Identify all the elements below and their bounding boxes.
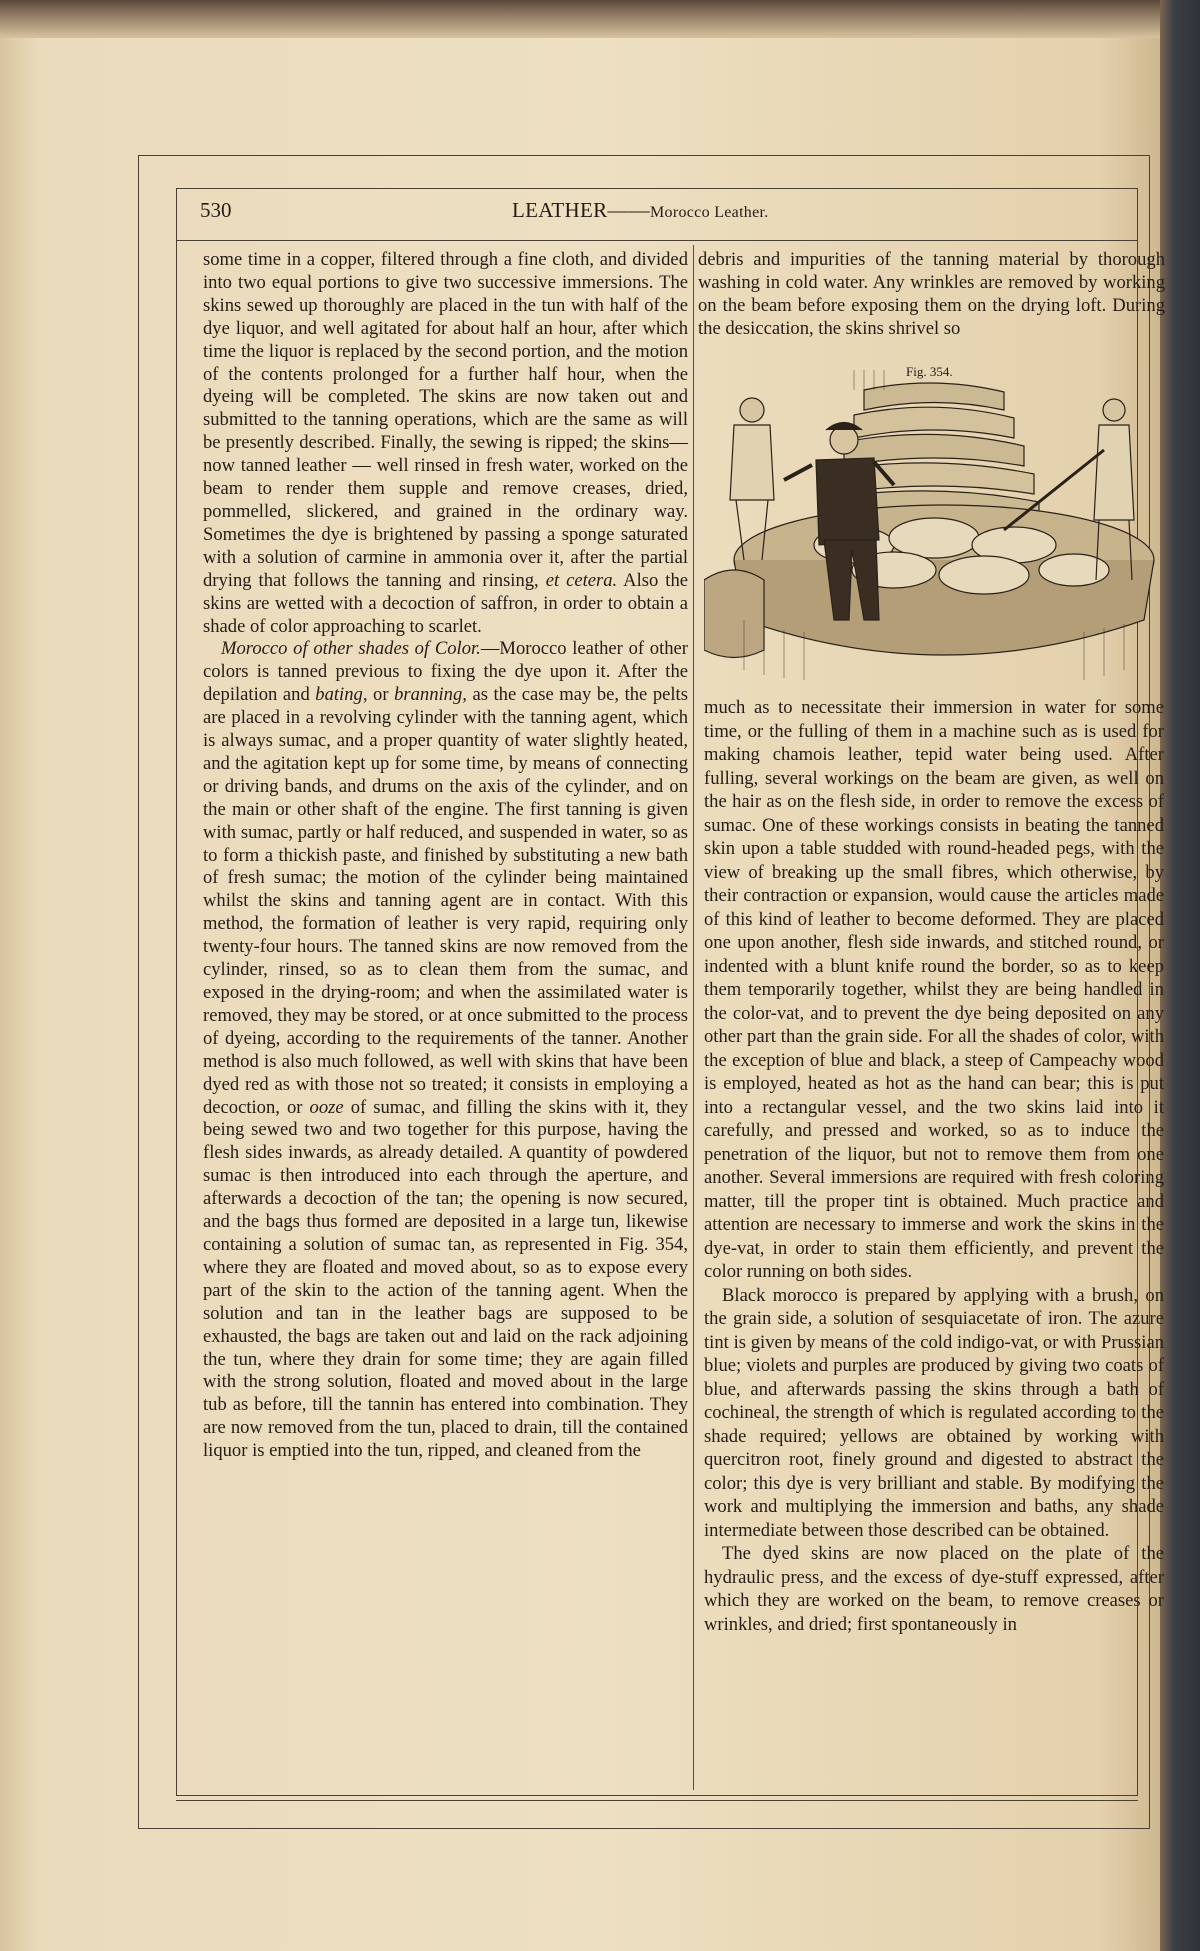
- running-title: [512, 198, 769, 223]
- paragraph: Morocco of other shades of Color.—Morocco leather of other colors is tanned previous to fixing the dye upon it. After the depilation and bating, or branning, as the case may be, the pelts are placed in a revolving cylinder with the tanning agent, which is always sumac, and a proper quantity of water slightly heated, and the agitation kept up for some time, by means of connecting or driving bands, and drums on the axis of the cylinder, and on the main or other shaft of the engine. The first tanning is given with sumac, partly or half reduced, and suspended in water, so as to form a thickish paste, and finished by substituting a new bath of fresh sumac; the motion of the cylinder being maintained whilst the skins and tanning agent are in contact. With this method, the formation of leather is very rapid, requiring only twenty-four hours. The tanned skins are now removed from the cylinder, rinsed, so as to clean them from the sumac, and exposed in the drying-room; and when the assimilated water is removed, they may be stored, or at once submitted to the process of dyeing, according to the requirements of the tanner. Another method is also much followed, as well with skins that have been dyed red as with those not so treated; it consists in employing a decoction, or ooze of sumac, and filling the skins with it, they being sewed two and two together for this purpose, having the flesh sides inwards, as already detailed. A quantity of powdered sumac is then introduced into each through the aperture, and afterwards a decoction of the tan; the opening is now secured, and the bags thus formed are deposited in a large tun, likewise containing a solution of sumac tan, as represented in Fig. 354, where they are floated and moved about, so as to expose every part of the skin to the action of the tanning agent. When the solution and tan in the leather bags are supposed to be exhausted, the bags are taken out and laid on the rack adjoining the tun, where they drain for some time; they are again filled with the strong solution, floated and moved about in the large tub as before, till the tannin has entered into combination. They are now removed from the tun, placed to drain, till the contained liquor is emptied into the tun, ripped, and cleaned from the: [203, 638, 688, 1462]
- section-heading: Morocco of other shades of Color.: [221, 638, 481, 660]
- paragraph: some time in a copper, filtered through a fine cloth, and divided into two equal portions to give two successive immersions. The skins sewed up thoroughly are placed in the tun with half of the dye liquor, and well agitated for about half an hour, after which time the liquor is replaced by the second portion, and the motion of the contents prolonged for a further half hour, when the dyeing will be completed. The skins are now taken out and submitted to the tanning operations, which are the same as will be presently described. Finally, the sewing is ripped; the skins—now tanned leather — well rinsed in fresh water, worked on the beam to render them supple and remove creases, dried, pommelled, slickered, and grained in the ordinary way. Sometimes the dye is brightened by passing a sponge saturated with a solution of carmine in ammonia over it, after the partial drying that follows the tanning and rinsing, et cetera. Also the skins are wetted with a decoction of saffron, in order to obtain a shade of color approaching to scarlet.: [203, 249, 688, 637]
- figure-caption: Fig. 354.: [906, 364, 953, 379]
- page-top-edge: [0, 0, 1172, 38]
- tanning-tun: [734, 505, 1154, 655]
- page-header: [200, 198, 1120, 226]
- book-binding-edge: [1160, 0, 1200, 1951]
- footer-rule: [176, 1800, 1138, 1801]
- left-column: [203, 249, 688, 1463]
- running-title-sub: Morocco Leather.: [650, 204, 769, 221]
- right-column-top: [698, 249, 1165, 341]
- column-divider: [693, 245, 694, 1790]
- right-column-bottom: [704, 696, 1164, 1636]
- running-title-main: LEATHER——: [512, 198, 651, 222]
- paragraph: Black morocco is prepared by applying with a brush, on the grain side, a solution of sesquiacetate of iron. The azure tint is given by means of the cold indigo-vat, or with Prussian blue; violets and purples are produced by giving two coats of blue, and afterwards passing the skins through a bath of cochineal, the strength of which is regulated according to the shade required; yellows are obtained by working with quercitron root, finely ground and digested to abstract the color; this dye is very brilliant and stable. By modifying the work and multiplying the immersion and baths, any shade intermediate between those described can be obtained.: [704, 1284, 1164, 1541]
- paragraph: much as to necessitate their immersion in water for some time, or the fulling of them in a machine such as is used for making chamois leather, tepid water being used. After fulling, several workings on the beam are given, as well on the hair as on the flesh side, in order to remove the excess of sumac. One of these workings consists in beating the tanned skin upon a table studded with round-headed pegs, with the view of breaking up the small fibres, which otherwise, by their contraction or expansion, would cause the articles made of this kind of leather to become deformed. They are placed one upon another, flesh side inwards, and stitched round, or indented with a blunt knife round the border, so as to keep them temporarily together, whilst they are being handled in the color-vat, and to prevent the dye being deposited on any other part than the grain side. For all the shades of color, with the exception of blue and black, a steep of Campeachy wood is employed, heated as hot as the hand can bear; this is put into a rectangular vessel, and the two skins laid into it carefully, and pressed and worked, so as to induce the penetration of the liquor, but not to remove them from one another. Several immersions are required with fresh coloring matter, till the proper tint is obtained. Much practice and attention are necessary to immerse and work the skins in the dye-vat, in order to stain them efficiently, and prevent the color running on both sides.: [704, 697, 1164, 1282]
- paragraph: The dyed skins are now placed on the plate of the hydraulic press, and the excess of dye-stuff expressed, after which they are worked on the beam, to remove creases or wrinkles, and dried; first spontaneously in: [704, 1543, 1164, 1635]
- paragraph: debris and impurities of the tanning material by thorough washing in cold water. Any wrinkles are removed by working on the beam before exposing them on the drying loft. During the desiccation, the skins shrivel so: [698, 249, 1165, 339]
- header-rule: [176, 240, 1138, 241]
- engraving-illustration: [704, 370, 1164, 690]
- page-number: 530: [200, 198, 232, 222]
